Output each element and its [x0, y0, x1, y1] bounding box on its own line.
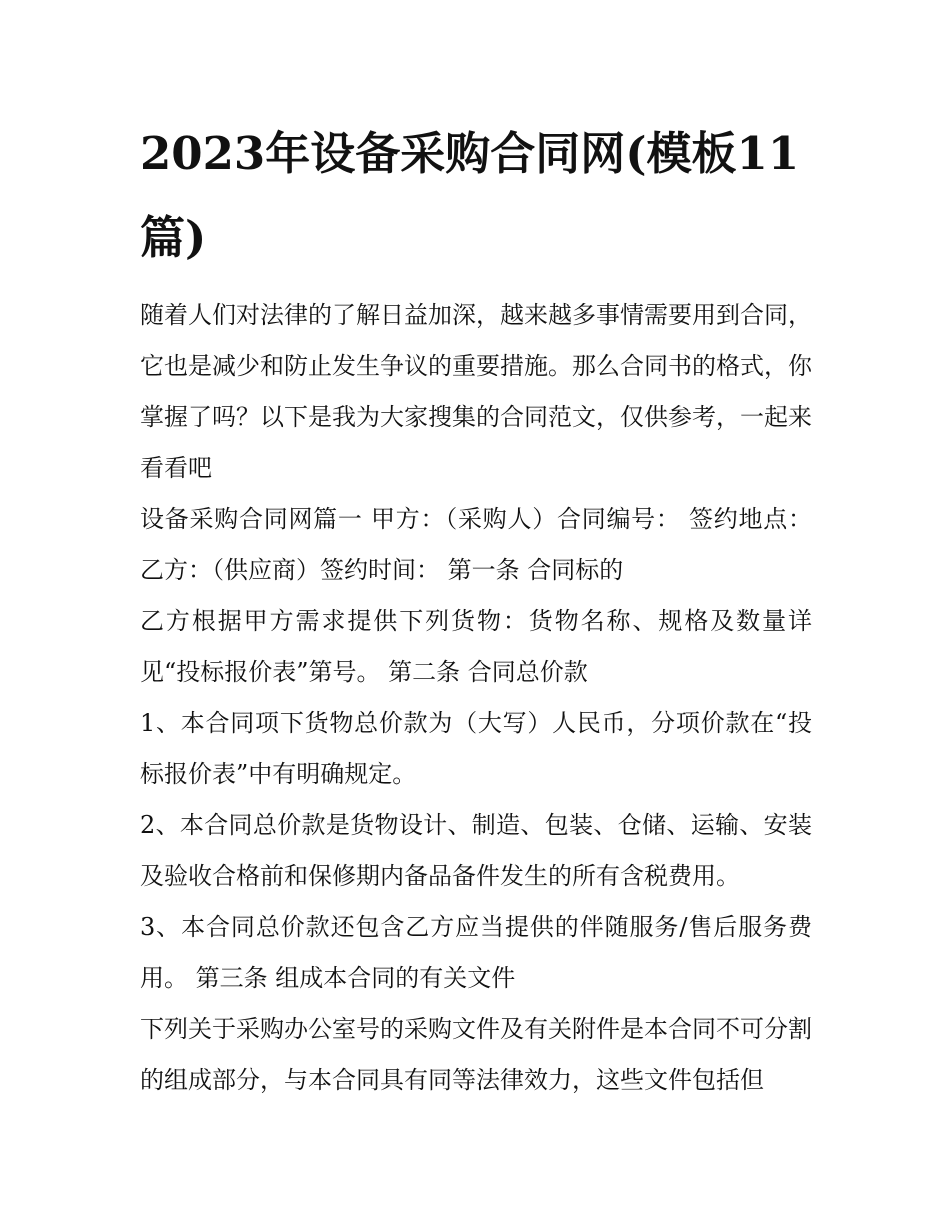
- document-page: [140, 112, 812, 1106]
- document-body: [140, 290, 812, 1106]
- paragraph-clause-1: 1、本合同项下货物总价款为（大写）人民币，分项价款在“投标报价表”中有明确规定。: [140, 709, 812, 788]
- paragraph-clause-3: 3、本合同总价款还包含乙方应当提供的伴随服务/售后服务费用。 第三条 组成本合同的有关文件: [140, 913, 812, 992]
- document-title: 2023年设备采购合同网(模板11篇): [140, 127, 800, 264]
- paragraph-intro: 随着人们对法律的了解日益加深，越来越多事情需要用到合同，它也是减少和防止发生争议的重要措施。那么合同书的格式，你掌握了吗？以下是我为大家搜集的合同范文，仅供参考，一起来看看吧: [140, 301, 812, 482]
- paragraph-documents: 下列关于采购办公室号的采购文件及有关附件是本合同不可分割的组成部分，与本合同具有同等法律效力，这些文件包括但: [140, 1015, 812, 1094]
- paragraph-clause-2: 2、本合同总价款是货物设计、制造、包装、仓储、运输、安装及验收合格前和保修期内备品备件发生的所有含税费用。: [140, 811, 812, 890]
- paragraph-goods: 乙方根据甲方需求提供下列货物：货物名称、规格及数量详见“投标报价表”第号。 第二条 合同总价款: [140, 607, 812, 686]
- paragraph-parties: 设备采购合同网篇一 甲方：（采购人）合同编号： 签约地点： 乙方：（供应商）签约时间： 第一条 合同标的: [140, 505, 812, 584]
